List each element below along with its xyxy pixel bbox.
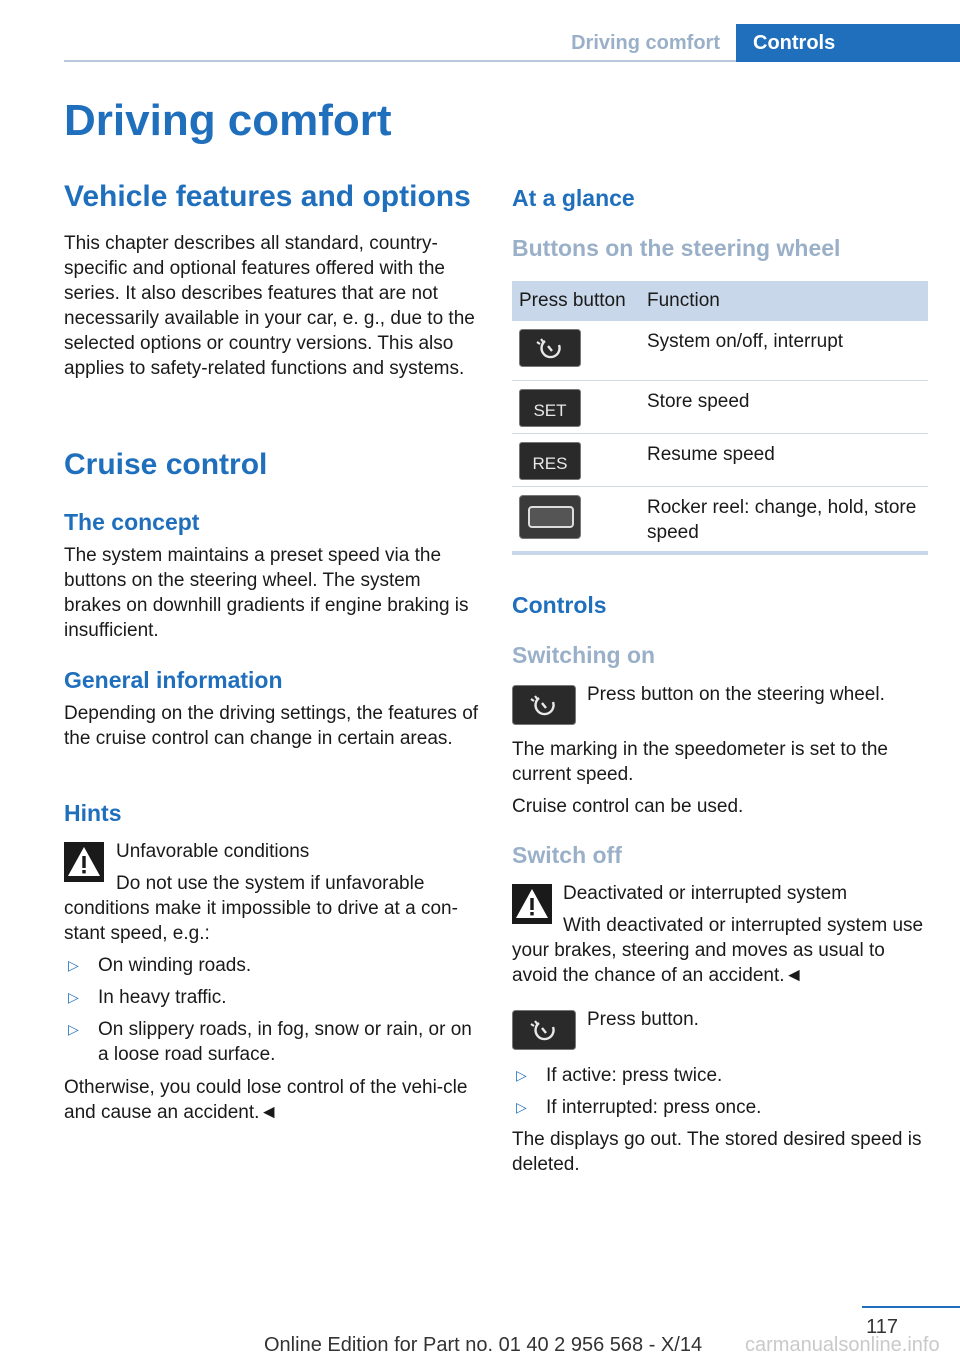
table-row [512, 381, 928, 434]
function-cell: Store speed [640, 381, 928, 434]
list-item: ▷ If interrupted: press once. [516, 1097, 762, 1118]
res-button-icon: RES [519, 442, 581, 480]
bullet-triangle-icon: ▷ [68, 989, 79, 1005]
hints-heading: Hints [64, 800, 122, 826]
marking-text: The marking in the speedometer is set to the current speed. [512, 739, 888, 785]
switching-on-heading: Switching on [512, 642, 656, 668]
set-button-icon: SET [519, 389, 581, 427]
buttons-heading: Buttons on the steering wheel [512, 235, 841, 261]
table-row [512, 321, 928, 381]
list-item: ▷ In heavy traffic. [68, 987, 227, 1008]
list-item: ▷ If active: press twice. [516, 1065, 723, 1086]
switch-off-heading: Switch off [512, 842, 622, 868]
general-text: Depending on the driving settings, the features of the cruise control can change in certain areas. [64, 703, 479, 749]
bullet-triangle-icon: ▷ [68, 957, 79, 973]
watermark: carmanualsonline.info [745, 1334, 940, 1356]
cruise-heading: Cruise control [64, 448, 268, 481]
closing-text: Otherwise, you could lose control of the vehi-cle and cause an accident.◄ [64, 1077, 468, 1123]
concept-text: The system maintains a preset speed via the buttons on the steering wheel. The system brakes on downhill gradients if engine braking is insufficient. [64, 545, 469, 641]
list-item: ▷ On slippery roads, in fog, snow or rain, or on a loose road surface. [68, 1019, 472, 1065]
conditions-list [64, 953, 482, 1074]
header-section-label: Driving comfort [571, 32, 720, 54]
list-item: ▷ On winding roads. [68, 955, 252, 976]
glance-heading: At a glance [512, 185, 635, 211]
table-header-row [512, 281, 928, 321]
concept-heading: The concept [64, 509, 200, 535]
bullet-triangle-icon: ▷ [516, 1067, 527, 1083]
footer-rule [862, 1306, 960, 1308]
rocker-reel-icon [519, 495, 581, 539]
cruise-control-icon [512, 1010, 576, 1050]
bullet-triangle-icon: ▷ [516, 1099, 527, 1115]
warning-title: Unfavorable conditions [116, 841, 310, 862]
usable-text: Cruise control can be used. [512, 796, 744, 817]
bullet-triangle-icon: ▷ [68, 1021, 79, 1037]
press-text: Press button. [587, 1009, 699, 1030]
cruise-control-icon [519, 329, 581, 367]
warning-text: Do not use the system if unfavorable conditions make it impossible to drive at a con-stant speed, e.g.: [64, 873, 458, 944]
cruise-control-icon [512, 685, 576, 725]
edition-text: Online Edition for Part no. 01 40 2 956 568 - X/14 [264, 1334, 703, 1356]
general-heading: General information [64, 667, 283, 693]
page-number: 117 [866, 1316, 898, 1338]
table-row [512, 434, 928, 487]
table-header: Press button [512, 281, 640, 321]
header-chapter-tab[interactable]: Controls [736, 24, 960, 62]
page-title: Driving comfort [64, 96, 392, 145]
switching-on-text: Press button on the steering wheel. [587, 684, 885, 705]
features-heading: Vehicle features and options [64, 180, 471, 213]
closing-text: The displays go out. The stored desired speed is deleted. [512, 1129, 922, 1175]
switch-off-warning-title: Deactivated or interrupted system [563, 883, 848, 904]
function-cell: Resume speed [640, 434, 928, 487]
controls-heading: Controls [512, 592, 607, 618]
table-row [512, 487, 928, 554]
features-text: This chapter describes all standard, country-specific and optional features offered with the series. It also describes features that are not necessarily available in your car, e. g., due to the selected options or country versions. This also applies to safety-related functions and systems. [64, 233, 475, 379]
table-header: Function [640, 281, 928, 321]
buttons-table [512, 281, 928, 555]
switch-off-warning-text: With deactivated or interrupted system use your brakes, steering and moves as usual to avoid the chance of an accident.◄ [512, 915, 924, 986]
function-cell: System on/off, interrupt [640, 321, 928, 381]
switch-off-list [512, 1063, 928, 1127]
function-cell: Rocker reel: change, hold, store speed [640, 487, 928, 554]
